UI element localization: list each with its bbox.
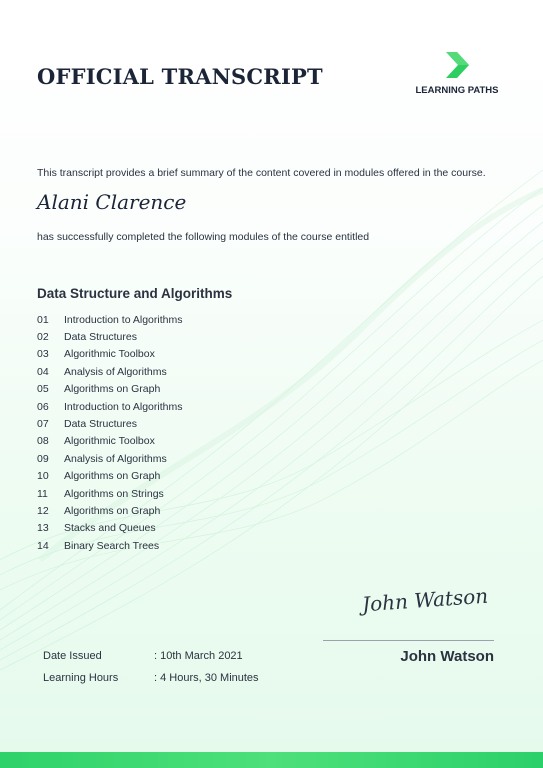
- module-item: [37, 328, 182, 345]
- module-name: Analysis of Algorithms: [64, 452, 167, 465]
- module-list: [37, 311, 182, 554]
- module-item: [37, 363, 182, 380]
- page-title: OFFICIAL TRANSCRIPT: [37, 64, 323, 89]
- signature-line: [323, 640, 494, 641]
- module-number: 13: [37, 522, 49, 535]
- module-name: Analysis of Algorithms: [64, 365, 167, 378]
- completion-text: has successfully completed the following modules of the course entitled: [37, 231, 370, 243]
- module-name: Algorithmic Toolbox: [64, 348, 155, 361]
- module-item: [37, 398, 182, 415]
- module-number: 02: [37, 331, 49, 344]
- module-number: 04: [37, 365, 49, 378]
- module-number: 10: [37, 470, 49, 483]
- module-name: Stacks and Queues: [64, 522, 156, 535]
- footer-accent-bar: [0, 752, 543, 768]
- signature: John Watson: [361, 583, 489, 617]
- brand-logo: [412, 50, 502, 96]
- module-number: 12: [37, 504, 49, 517]
- module-name: Introduction to Algorithms: [64, 400, 183, 413]
- module-number: 11: [37, 487, 48, 500]
- module-item: [37, 520, 182, 537]
- learning-hours-label: Learning Hours: [43, 672, 119, 684]
- logo-text: LEARNING PATHS: [415, 85, 499, 96]
- date-issued-value: : 10th March 2021: [154, 650, 243, 662]
- module-name: Algorithms on Graph: [64, 383, 161, 396]
- module-item: [37, 450, 182, 467]
- module-name: Data Structures: [64, 418, 137, 431]
- module-number: 01: [37, 313, 49, 326]
- module-name: Algorithms on Graph: [64, 504, 161, 517]
- module-item: [37, 433, 182, 450]
- module-number: 05: [37, 383, 49, 396]
- module-item: [37, 537, 182, 554]
- module-name: Algorithms on Graph: [64, 470, 161, 483]
- module-number: 06: [37, 400, 49, 413]
- student-name: Alani Clarence: [37, 190, 187, 214]
- module-name: Introduction to Algorithms: [64, 313, 183, 326]
- module-number: 14: [37, 539, 49, 552]
- module-number: 07: [37, 418, 49, 431]
- module-item: [37, 485, 182, 502]
- module-number: 03: [37, 348, 49, 361]
- module-item: [37, 311, 182, 328]
- module-item: [37, 415, 182, 432]
- module-item: [37, 381, 182, 398]
- module-number: 08: [37, 435, 49, 448]
- intro-text: This transcript provides a brief summary of the content covered in modules offered in the course.: [37, 167, 486, 179]
- module-name: Binary Search Trees: [64, 539, 160, 552]
- module-number: 09: [37, 452, 49, 465]
- module-item: [37, 502, 182, 519]
- module-name: Data Structures: [64, 331, 137, 344]
- module-item: [37, 468, 182, 485]
- module-name: Algorithms on Strings: [64, 487, 164, 500]
- learning-hours-value: : 4 Hours, 30 Minutes: [154, 672, 259, 684]
- signer-name: John Watson: [400, 648, 494, 665]
- module-item: [37, 346, 182, 363]
- chevron-right-icon: [442, 50, 472, 80]
- module-name: Algorithmic Toolbox: [64, 435, 155, 448]
- date-issued-label: Date Issued: [43, 650, 102, 662]
- course-title: Data Structure and Algorithms: [37, 286, 233, 301]
